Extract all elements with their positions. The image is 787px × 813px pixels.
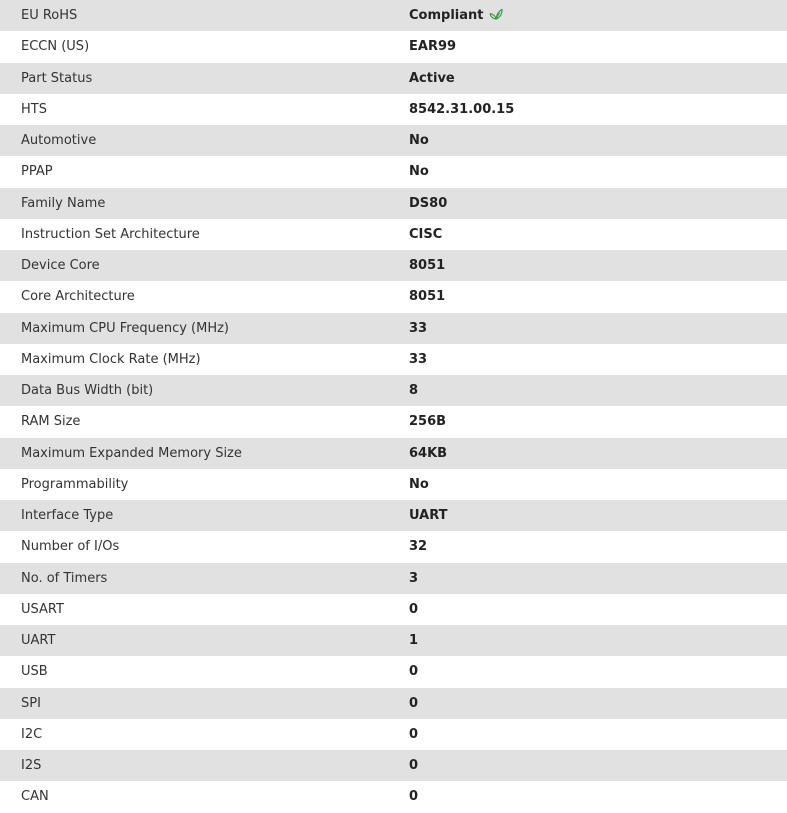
spec-value: 1 bbox=[409, 633, 419, 649]
table-row bbox=[0, 656, 787, 687]
spec-value: 8 bbox=[409, 383, 419, 399]
spec-value: 0 bbox=[409, 664, 419, 680]
spec-label: RAM Size bbox=[21, 414, 81, 430]
spec-label: USB bbox=[21, 664, 48, 680]
table-row bbox=[0, 0, 787, 31]
spec-value-cell bbox=[387, 0, 787, 31]
spec-label: ECCN (US) bbox=[21, 39, 90, 55]
spec-value: 64KB bbox=[409, 445, 448, 461]
spec-label: Programmability bbox=[21, 476, 129, 492]
spec-label: Maximum CPU Frequency (MHz) bbox=[21, 320, 229, 336]
spec-label: SPI bbox=[21, 695, 41, 711]
table-row bbox=[0, 250, 787, 281]
table-row bbox=[0, 94, 787, 125]
spec-label: Automotive bbox=[21, 133, 97, 149]
table-row bbox=[0, 219, 787, 250]
spec-label: Data Bus Width (bit) bbox=[21, 383, 154, 399]
spec-value: 33 bbox=[409, 320, 428, 336]
spec-label: No. of Timers bbox=[21, 570, 108, 586]
spec-label: PPAP bbox=[21, 164, 53, 180]
spec-value: EAR99 bbox=[409, 39, 457, 55]
spec-value: Compliant bbox=[409, 8, 484, 24]
table-row bbox=[0, 313, 787, 344]
spec-value: 8051 bbox=[409, 289, 446, 305]
spec-label: USART bbox=[21, 601, 64, 617]
spec-value: 0 bbox=[409, 758, 419, 774]
table-row bbox=[0, 719, 787, 750]
table-row bbox=[0, 344, 787, 375]
table-row bbox=[0, 156, 787, 187]
table-row bbox=[0, 438, 787, 469]
table-row bbox=[0, 188, 787, 219]
spec-label: Interface Type bbox=[21, 508, 114, 524]
spec-label: UART bbox=[21, 633, 56, 649]
table-row bbox=[0, 500, 787, 531]
spec-label: I2S bbox=[21, 758, 42, 774]
table-row bbox=[0, 563, 787, 594]
table-row bbox=[0, 63, 787, 94]
spec-value: 0 bbox=[409, 726, 419, 742]
spec-label: Number of I/Os bbox=[21, 539, 120, 555]
table-row bbox=[0, 781, 787, 812]
table-row bbox=[0, 406, 787, 437]
spec-value: Active bbox=[409, 70, 455, 86]
table-row bbox=[0, 531, 787, 562]
spec-value: 0 bbox=[409, 601, 419, 617]
spec-value: 3 bbox=[409, 570, 419, 586]
spec-label: Core Architecture bbox=[21, 289, 135, 305]
table-row bbox=[0, 469, 787, 500]
spec-label: Instruction Set Architecture bbox=[21, 226, 200, 242]
spec-label: Part Status bbox=[21, 70, 93, 86]
spec-value: 32 bbox=[409, 539, 428, 555]
spec-value: 33 bbox=[409, 351, 428, 367]
spec-label: CAN bbox=[21, 789, 49, 805]
table-row bbox=[0, 750, 787, 781]
table-row bbox=[0, 625, 787, 656]
spec-value: 8051 bbox=[409, 258, 446, 274]
spec-label: Maximum Clock Rate (MHz) bbox=[21, 351, 201, 367]
spec-value: UART bbox=[409, 508, 448, 524]
table-row bbox=[0, 594, 787, 625]
spec-value: 256B bbox=[409, 414, 447, 430]
spec-value: No bbox=[409, 133, 429, 149]
spec-label: EU RoHS bbox=[21, 8, 78, 24]
table-row bbox=[0, 31, 787, 62]
spec-label: Family Name bbox=[21, 195, 106, 211]
leaf-icon bbox=[489, 8, 503, 20]
table-row bbox=[0, 125, 787, 156]
table-row bbox=[0, 375, 787, 406]
spec-value: 0 bbox=[409, 789, 419, 805]
table-row bbox=[0, 281, 787, 312]
spec-value: No bbox=[409, 164, 429, 180]
spec-label: Maximum Expanded Memory Size bbox=[21, 445, 242, 461]
spec-label: I2C bbox=[21, 726, 43, 742]
spec-value: 8542.31.00.15 bbox=[409, 101, 515, 117]
spec-label: HTS bbox=[21, 101, 47, 117]
spec-value: 0 bbox=[409, 695, 419, 711]
spec-label: Device Core bbox=[21, 258, 100, 274]
table-row bbox=[0, 688, 787, 719]
spec-value: No bbox=[409, 476, 429, 492]
spec-value: DS80 bbox=[409, 195, 448, 211]
spec-value: CISC bbox=[409, 226, 443, 242]
